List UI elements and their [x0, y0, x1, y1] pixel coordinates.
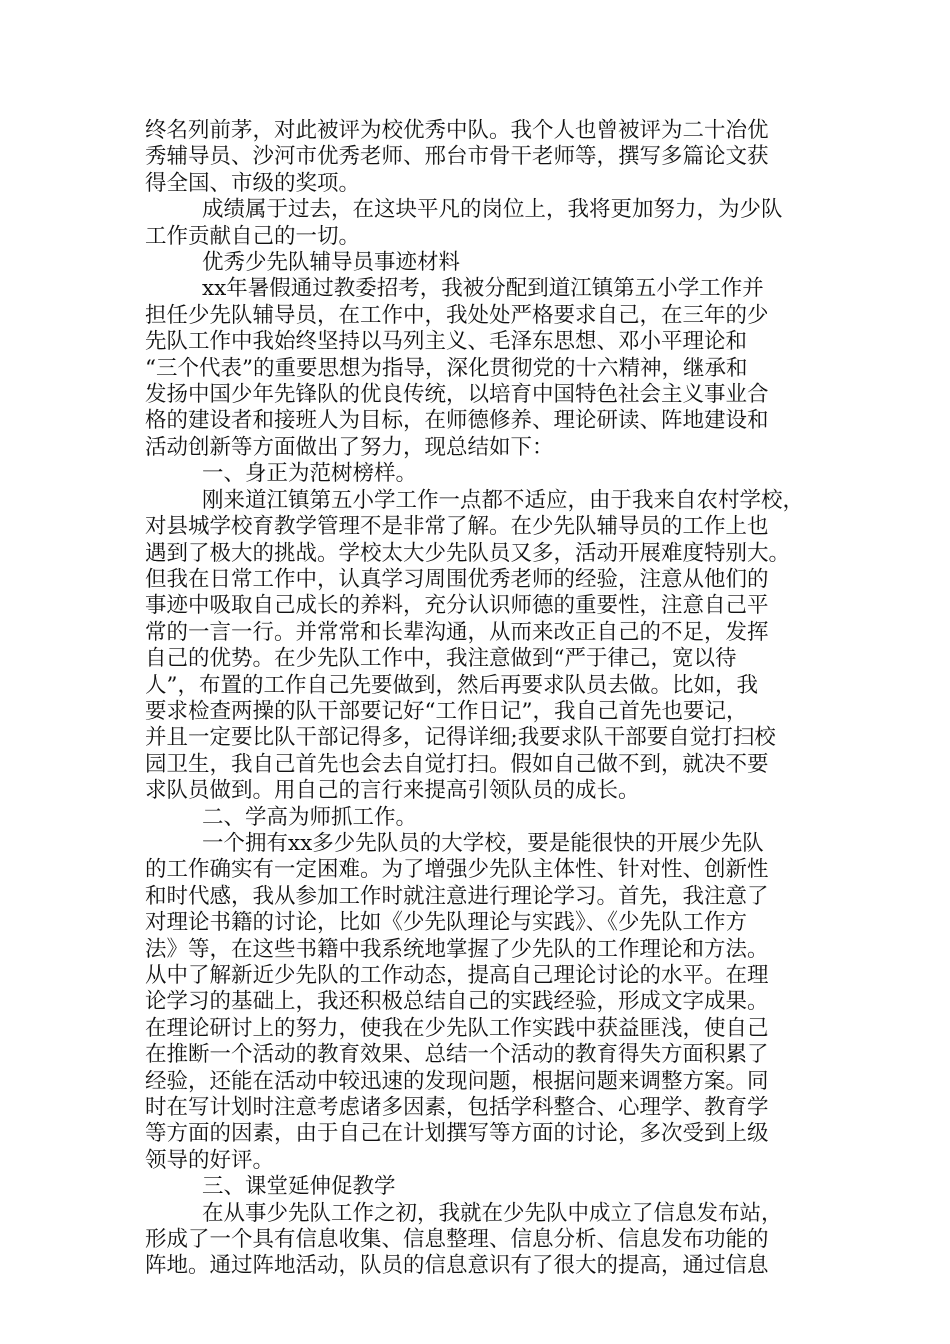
text-line: 论学习的基础上，我还积极总结自己的实践经验，形成文字成果。: [145, 989, 769, 1015]
text-line: 园卫生，我自己首先也会去自觉打扫。假如自己做不到，就决不要: [145, 751, 769, 777]
text-line: 发扬中国少年先锋队的优良传统，以培育中国特色社会主义事业合: [145, 382, 769, 408]
text-line: 形成了一个具有信息收集、信息整理、信息分析、信息发布功能的: [145, 1227, 769, 1253]
text-line: “三个代表”的重要思想为指导，深化贯彻党的十六精神，继承和: [145, 355, 748, 381]
text-line: 和时代感，我从参加工作时就注意进行理论学习。首先，我注意了: [145, 883, 769, 909]
text-line: 从中了解新近少先队的工作动态，提高自己理论讨论的水平。在理: [145, 963, 769, 988]
text-line: 担任少先队辅导员，在工作中，我处处严格要求自己，在三年的少: [145, 302, 769, 328]
text-line: 人”，布置的工作自己先要做到，然后再要求队员去做。比如，我: [145, 672, 758, 698]
text-line: 法》等，在这些书籍中我系统地掌握了少先队的工作理论和方法。: [145, 936, 769, 962]
text-line: 在从事少先队工作之初，我就在少先队中成立了信息发布站，: [202, 1200, 783, 1226]
text-line: 得全国、市级的奖项。: [145, 170, 361, 196]
document-page: [145, 118, 807, 1280]
text-line: 对理论书籍的讨论，比如《少先队理论与实践》、《少先队工作方: [145, 910, 748, 936]
text-line: 活动创新等方面做出了努力，现总结如下：: [145, 434, 554, 460]
text-line: 在理论研讨上的努力，使我在少先队工作实践中获益匪浅，使自己: [145, 1015, 769, 1041]
text-line: 优秀少先队辅导员事迹材料: [202, 250, 461, 276]
text-line: 刚来道江镇第五小学工作一点都不适应，由于我来自农村学校，: [202, 487, 805, 513]
text-line: 先队工作中我始终坚持以马列主义、毛泽东思想、邓小平理论和: [145, 329, 748, 355]
text-line: 在推断一个活动的教育效果、总结一个活动的教育得失方面积累了: [145, 1042, 769, 1068]
text-line: 并且一定要比队干部记得多，记得详细;我要求队干部要自觉打扫校: [145, 725, 776, 751]
text-line: 时在写计划时注意考虑诸多因素，包括学科整合、心理学、教育学: [145, 1095, 769, 1121]
text-line: 成绩属于过去，在这块平凡的岗位上，我将更加努力，为少队: [202, 197, 783, 223]
text-line: 等方面的因素，由于自己在计划撰写等方面的讨论，多次受到上级: [145, 1121, 769, 1147]
text-line: 但我在日常工作中，认真学习周围优秀老师的经验，注意从他们的: [145, 566, 769, 592]
text-line: 秀辅导员、沙河市优秀老师、邢台市骨干老师等，撰写多篇论文获: [145, 144, 769, 170]
text-line: 领导的好评。: [145, 1147, 275, 1173]
text-line: 求队员做到。用自己的言行来提高引领队员的成长。: [145, 778, 640, 804]
text-line: 经验，还能在活动中较迅速的发现问题，根据问题来调整方案。同: [145, 1068, 769, 1094]
text-line: 终名列前茅，对此被评为校优秀中队。我个人也曾被评为二十冶优: [145, 118, 769, 143]
text-line: 一个拥有xx多少先队员的大学校，要是能很快的开展少先队: [202, 830, 764, 856]
text-line: 二、学高为师抓工作。: [202, 804, 418, 830]
text-line: 一、身正为范树榜样。: [202, 461, 418, 487]
text-line: xx年暑假通过教委招考，我被分配到道江镇第五小学工作并: [202, 276, 764, 302]
text-line: 阵地。通过阵地活动，队员的信息意识有了很大的提高，通过信息: [145, 1253, 769, 1279]
text-line: 工作贡献自己的一切。: [145, 223, 361, 249]
text-line: 常的一言一行。并常常和长辈沟通，从而来改正自己的不足，发挥: [145, 619, 769, 645]
text-line: 三、课堂延伸促教学: [202, 1174, 396, 1200]
text-line: 事迹中吸取自己成长的养料，充分认识师德的重要性，注意自己平: [145, 593, 769, 619]
text-line: 要求检查两操的队干部要记好“工作日记”，我自己首先也要记，: [145, 698, 748, 724]
text-line: 自己的优势。在少先队工作中，我注意做到“严于律己，宽以待: [145, 646, 737, 672]
text-line: 格的建设者和接班人为目标，在师德修养、理论研读、阵地建设和: [145, 408, 769, 434]
text-line: 的工作确实有一定困难。为了增强少先队主体性、针对性、创新性: [145, 857, 769, 883]
text-line: 遇到了极大的挑战。学校太大少先队员又多，活动开展难度特别大。: [145, 540, 791, 566]
text-line: 对县城学校育教学管理不是非常了解。在少先队辅导员的工作上也: [145, 514, 769, 540]
